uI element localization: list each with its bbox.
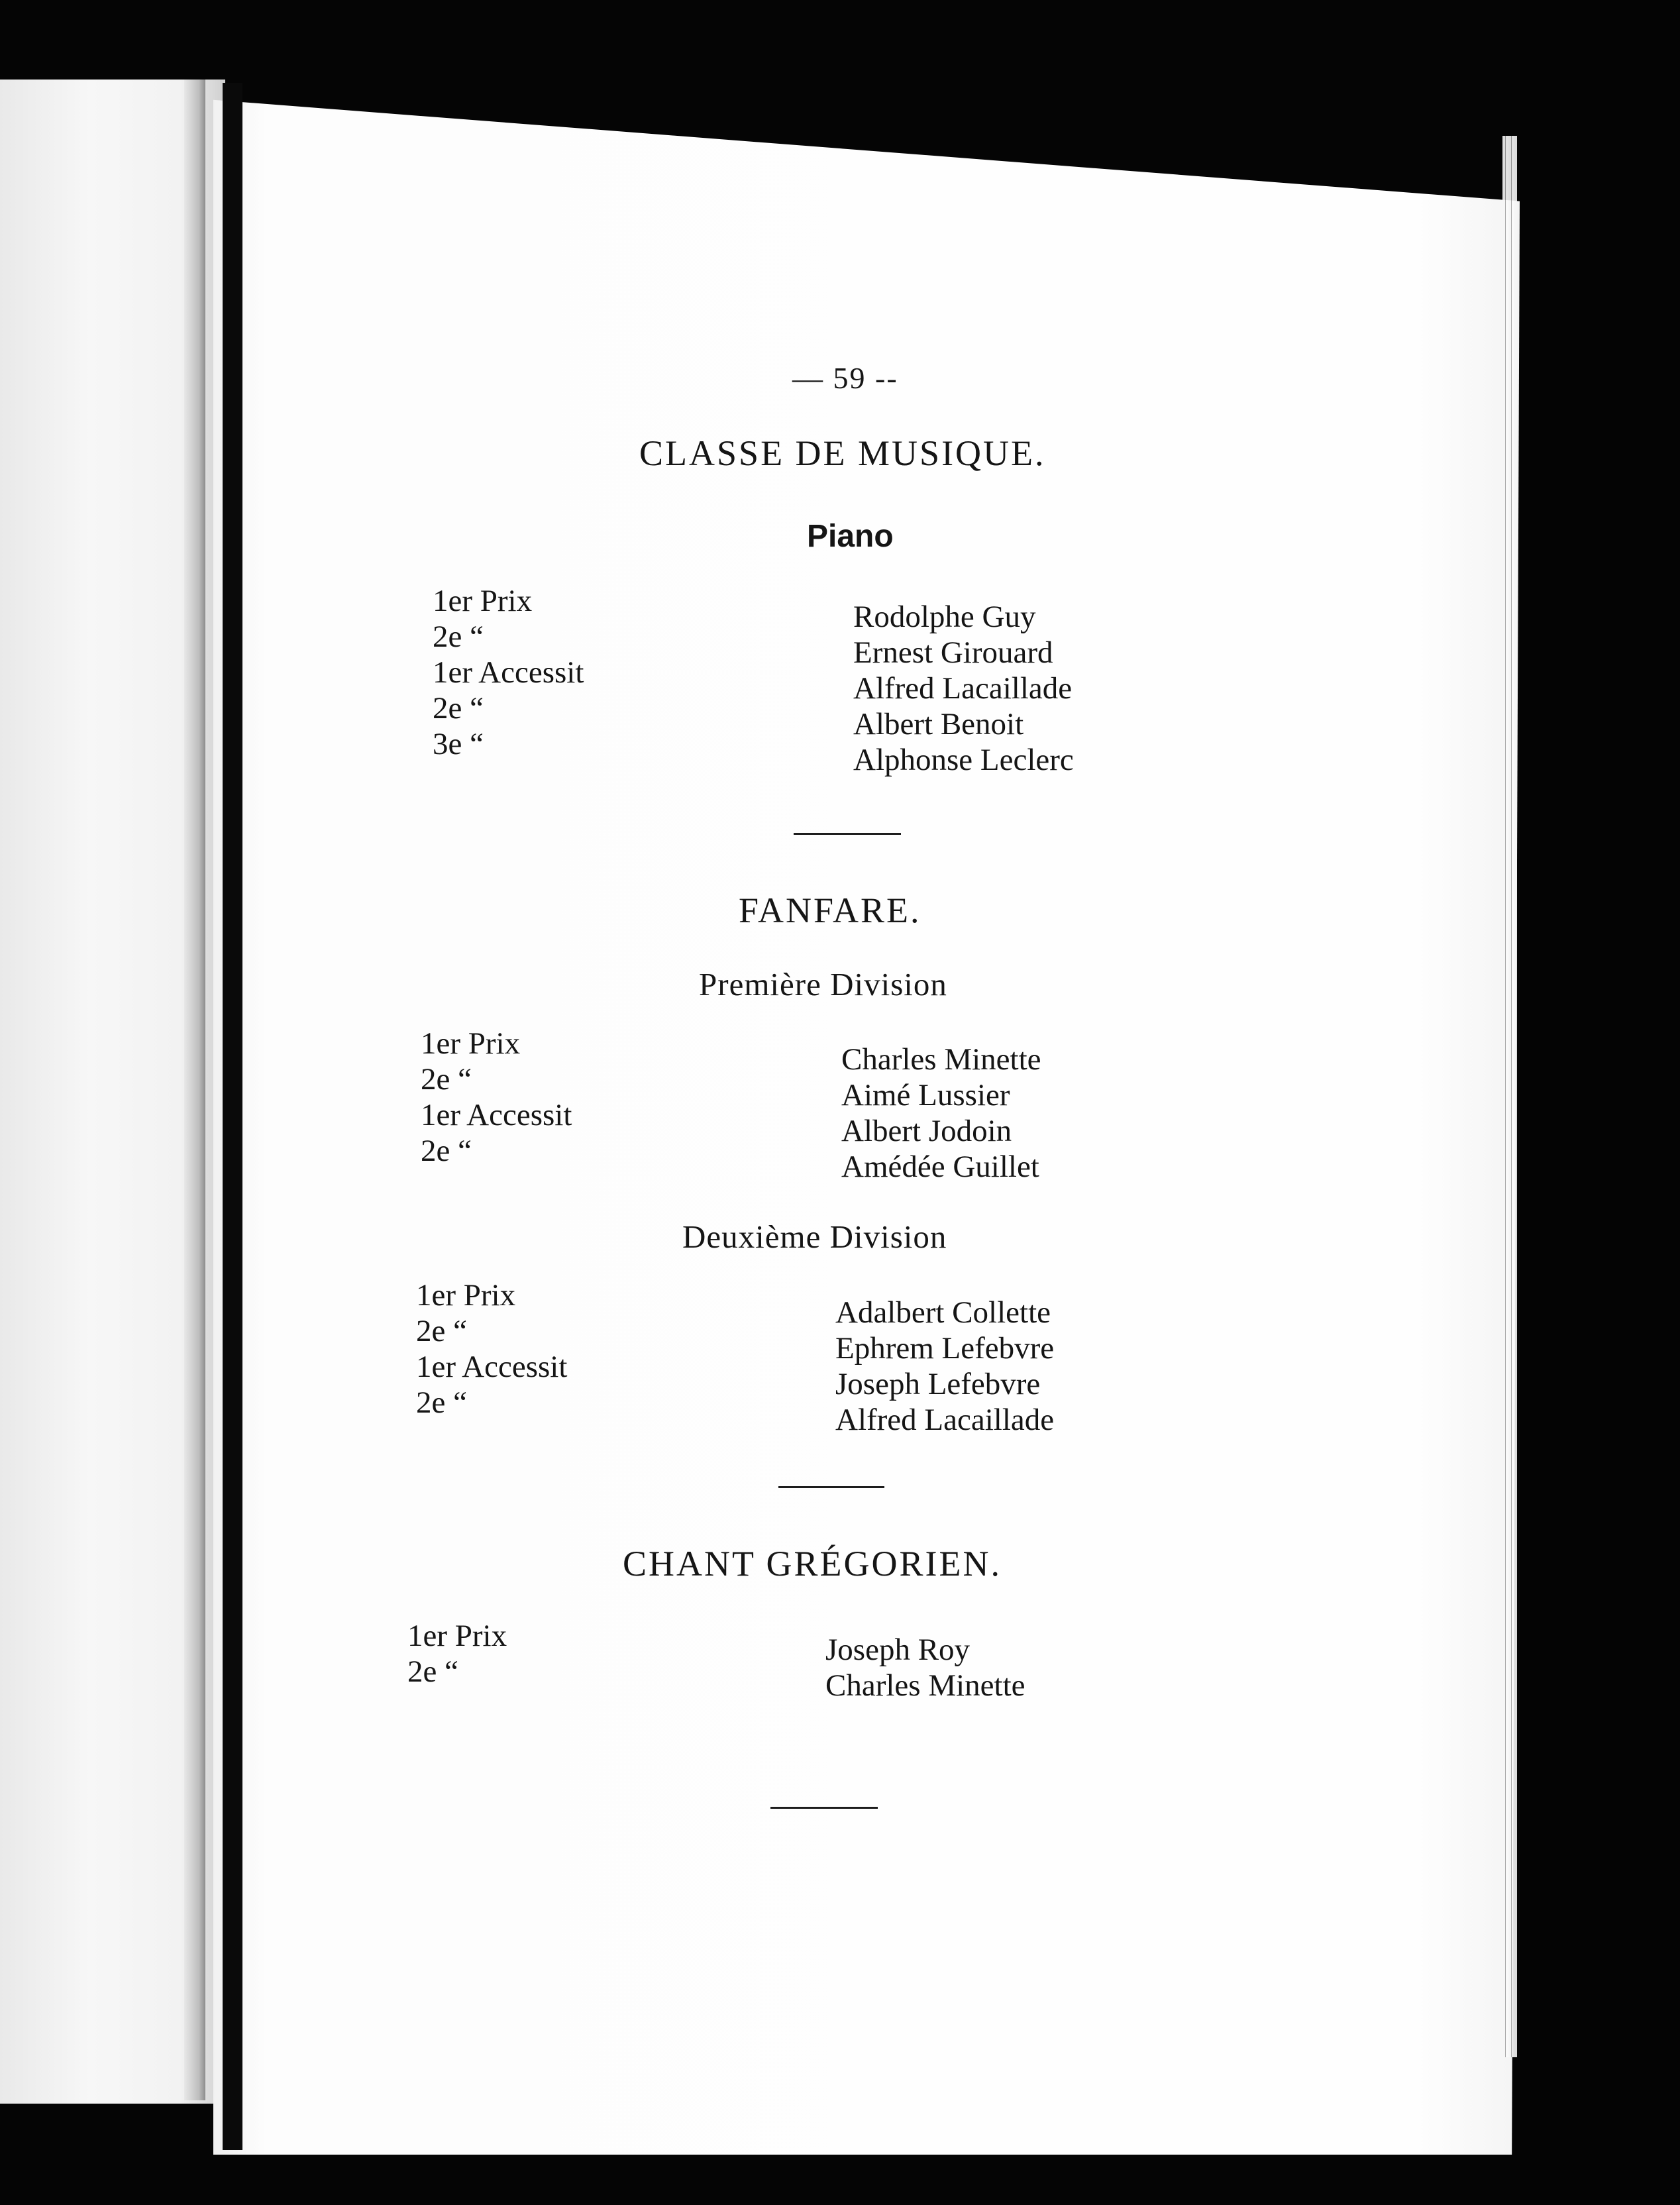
winner-name: Ernest Girouard <box>853 635 1053 670</box>
winner-name: Albert Jodoin <box>841 1114 1012 1148</box>
winner-name: Alphonse Leclerc <box>853 743 1074 777</box>
subtitle-piano: Piano <box>807 519 894 554</box>
award-label: 1er Accessit <box>433 655 584 690</box>
subtitle-deuxieme-division: Deuxième Division <box>682 1218 947 1255</box>
award-label: 1er Prix <box>407 1619 507 1653</box>
award-list-deuxieme <box>416 1277 567 1421</box>
name-list-premiere <box>841 1042 1041 1185</box>
winner-name: Albert Benoit <box>853 707 1024 741</box>
subtitle-premiere-division: Première Division <box>699 966 947 1002</box>
winner-name: Adalbert Collette <box>835 1295 1051 1330</box>
winner-name: Amédée Guillet <box>841 1150 1039 1184</box>
award-label: 1er Prix <box>421 1026 521 1061</box>
winner-name: Charles Minette <box>841 1042 1041 1077</box>
award-label: 2e “ <box>433 619 484 654</box>
award-list-premiere <box>421 1026 572 1169</box>
winner-name: Alfred Lacaillade <box>853 671 1073 706</box>
section-divider <box>770 1807 878 1809</box>
winner-name: Charles Minette <box>825 1668 1025 1703</box>
page-edge <box>1502 136 1517 2057</box>
award-label: 2e “ <box>421 1062 472 1097</box>
award-label: 1er Prix <box>416 1278 516 1313</box>
award-list-piano <box>433 583 584 762</box>
name-list-chant <box>825 1632 1025 1703</box>
section-divider <box>794 833 901 835</box>
award-label: 2e “ <box>416 1314 467 1348</box>
winner-name: Joseph Lefebvre <box>835 1367 1041 1401</box>
scan-border <box>1520 0 1680 2205</box>
winner-name: Alfred Lacaillade <box>835 1403 1055 1437</box>
award-label: 1er Accessit <box>416 1350 568 1384</box>
winner-name: Joseph Roy <box>825 1633 971 1667</box>
page-number: — 59 -- <box>792 361 898 395</box>
winner-name: Aimé Lussier <box>841 1078 1010 1112</box>
award-label: 2e “ <box>421 1134 472 1168</box>
award-label: 2e “ <box>416 1385 467 1420</box>
section-divider <box>778 1486 884 1488</box>
award-list-chant <box>407 1618 507 1690</box>
award-label: 1er Prix <box>433 584 533 618</box>
winner-name: Ephrem Lefebvre <box>835 1331 1055 1366</box>
book-gutter <box>223 83 242 2150</box>
name-list-deuxieme <box>835 1295 1054 1438</box>
award-label: 1er Accessit <box>421 1098 572 1132</box>
section-title-fanfare: FANFARE. <box>739 890 921 930</box>
award-label: 3e “ <box>433 727 484 761</box>
award-label: 2e “ <box>407 1654 458 1689</box>
name-list-piano <box>853 599 1074 778</box>
section-title-musique: CLASSE DE MUSIQUE. <box>639 433 1046 473</box>
section-title-chant: CHANT GRÉGORIEN. <box>623 1544 1002 1584</box>
winner-name: Rodolphe Guy <box>853 600 1036 634</box>
award-label: 2e “ <box>433 691 484 726</box>
left-page-fold <box>184 80 205 2100</box>
